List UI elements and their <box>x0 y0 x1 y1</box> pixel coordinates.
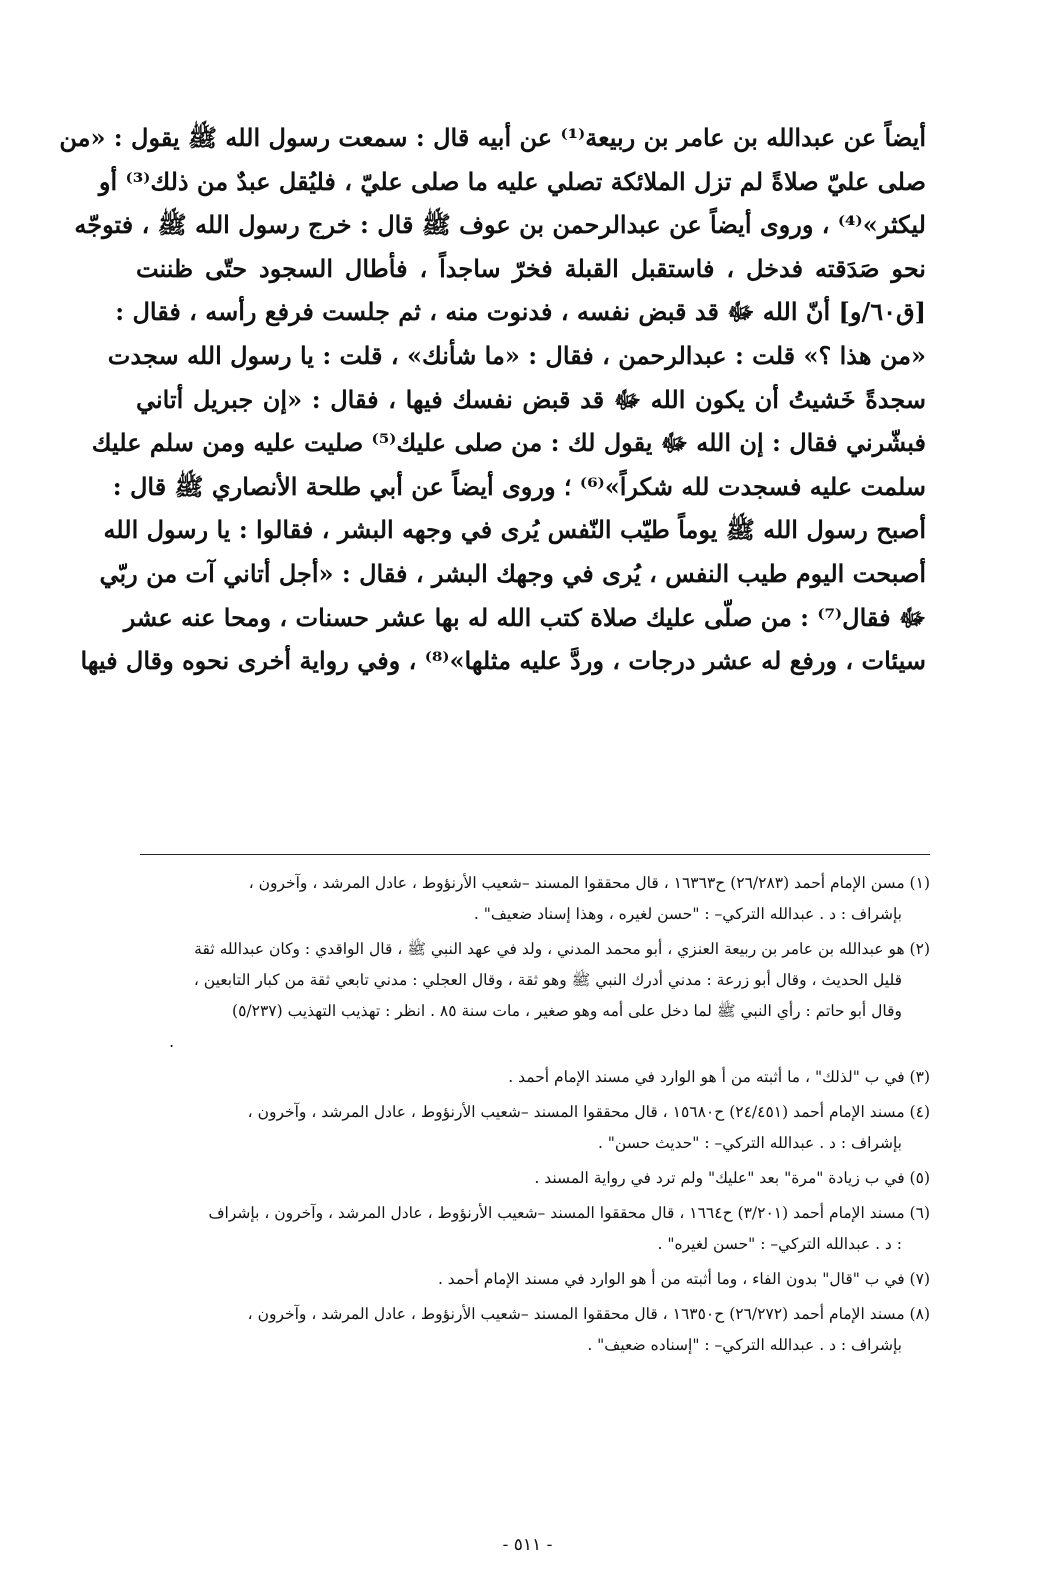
footnote-line: بإشراف : د . عبدالله التركي– : "حديث حسن" . <box>597 1134 902 1152</box>
footnote-line: . <box>169 1033 174 1051</box>
footnote-line: (٤) مسند الإمام أحمد (٢٤/٤٥١) ح١٥٦٨٠ ، قال محققوا المسند –شعيب الأرنؤوط ، عادل المرشد ، وآخرون ، <box>247 1103 930 1121</box>
footnote-line: (٢) هو عبدالله بن عامر بن ربيعة العنزي ، أبو محمد المدني ، ولد في عهد النبي ﷺ ، قال الواقدي : وكان عبدالله ثقة <box>194 940 930 958</box>
text-line: سيئات ، ورفع له عشر درجات ، وردَّ عليه مثلها»⁽⁸⁾ ، وفي رواية أخرى نحوه وقال فيها <box>80 646 926 676</box>
footnote-line: قليل الحديث ، وقال أبو زرعة : مدني أدرك النبي ﷺ وهو ثقة ، وقال العجلي : مدني تابعي ثقة من كبار التابعين ، <box>193 971 902 989</box>
footnote-1 <box>130 868 930 930</box>
text-line: [ق٦٠/و] أنّ الله ﷻ قد قبض نفسه ، فدنوت منه ، ثم جلست فرفع رأسه ، فقال : <box>115 297 926 327</box>
text-line: ﷻ فقال⁽⁷⁾ : من صلّى عليك صلاة كتب الله له بها عشر حسنات ، ومحا عنه عشر <box>123 602 926 632</box>
footnote-8 <box>130 1299 930 1361</box>
footnote-line: وقال أبو حاتم : رأي النبي ﷺ لما دخل على أمه وهو صغير ، مات سنة ٨٥ . انظر : تهذيب التهذيب (٥/٢٣٧) <box>232 1002 902 1020</box>
text-line: فبشّرني فقال : إن الله ﷻ يقول لك : من صلى عليك⁽⁵⁾ صليت عليه ومن سلم عليك <box>91 428 926 458</box>
footnote-line: (٥) في ب زيادة "مرة" بعد "عليك" ولم ترد في رواية المسند . <box>534 1169 930 1187</box>
text-line: سلمت عليه فسجدت لله شكراً»⁽⁶⁾ ؛ وروى أيضاً عن أبي طلحة الأنصاري ﷺ قال : <box>112 471 926 501</box>
footnote-2 <box>130 934 930 1058</box>
text-line: ليكثر»⁽⁴⁾ ، وروى أيضاً عن عبدالرحمن بن عوف ﷺ قال : خرج رسول الله ﷺ ، فتوجّه <box>74 210 926 240</box>
text-line: نحو صَدَقته فدخل ، فاستقبل القبلة فخرّ ساجداً ، فأطال السجود حتّى ظننت <box>136 253 926 283</box>
text-line: صلى عليّ صلاةً لم تزل الملائكة تصلي عليه ما صلى عليّ ، فليُقل عبدٌ من ذلك⁽³⁾ أو <box>98 166 926 196</box>
footnote-line: (٦) مسند الإمام أحمد (٣/٢٠١) ح١٦٦٤ ، قال محققوا المسند –شعيب الأرنؤوط ، عادل المرشد ، وآخرون ، بإشراف <box>208 1204 930 1222</box>
text-line: سجدةً خَشيتُ أن يكون الله ﷻ قد قبض نفسك فيها ، فقال : «إن جبريل أتاني <box>136 384 927 414</box>
footnote-4 <box>130 1097 930 1159</box>
text-line: أصبح رسول الله ﷺ يوماً طيّب النّفس يُرى في وجهه البشر ، فقالوا : يا رسول الله <box>103 515 926 545</box>
footnote-3 <box>130 1062 930 1093</box>
footnote-line: بإشراف : د . عبدالله التركي– : "إسناده ضعيف" . <box>587 1336 902 1354</box>
footnote-line: (٧) في ب "قال" بدون الفاء ، وما أثبته من أ هو الوارد في مسند الإمام أحمد . <box>437 1270 930 1288</box>
footnote-line: بإشراف : د . عبدالله التركي– : "حسن لغيره ، وهذا إسناد ضعيف" . <box>473 905 902 923</box>
footnote-line: (٨) مسند الإمام أحمد (٢٦/٢٧٢) ح١٦٣٥٠ ، قال محققوا المسند –شعيب الأرنؤوط ، عادل المرشد ، وآخرون ، <box>247 1305 930 1323</box>
text-line: أصبحت اليوم طيب النفس ، يُرى في وجهك البشر ، فقال : «أجل أتاني آت من ربّي <box>99 558 926 588</box>
footnote-line: (١) مسن الإمام أحمد (٢٦/٢٨٣) ح١٦٣٦٣ ، قال محققوا المسند –شعيب الأرنؤوط ، عادل المرشد ، وآخرون ، <box>248 874 930 892</box>
main-text <box>59 116 927 683</box>
page-number: - ٥١١ - <box>502 1535 553 1555</box>
footnote-line: : د . عبدالله التركي– : "حسن لغيره" . <box>657 1235 902 1253</box>
text-line: أيضاً عن عبدالله بن عامر بن ربيعة⁽¹⁾ عن أبيه قال : سمعت رسول الله ﷺ يقول : «من <box>59 123 926 152</box>
footnote-6 <box>130 1198 930 1260</box>
footnote-5 <box>130 1163 930 1194</box>
footnotes <box>130 868 930 1365</box>
footnote-divider <box>140 854 930 855</box>
footnote-7 <box>130 1264 930 1295</box>
text-line: «من هذا ؟» قلت : عبدالرحمن ، فقال : «ما شأنك» ، قلت : يا رسول الله سجدت <box>107 340 926 370</box>
footnote-line: (٣) في ب "لذلك" ، ما أثبته من أ هو الوارد في مسند الإمام أحمد . <box>508 1068 930 1086</box>
